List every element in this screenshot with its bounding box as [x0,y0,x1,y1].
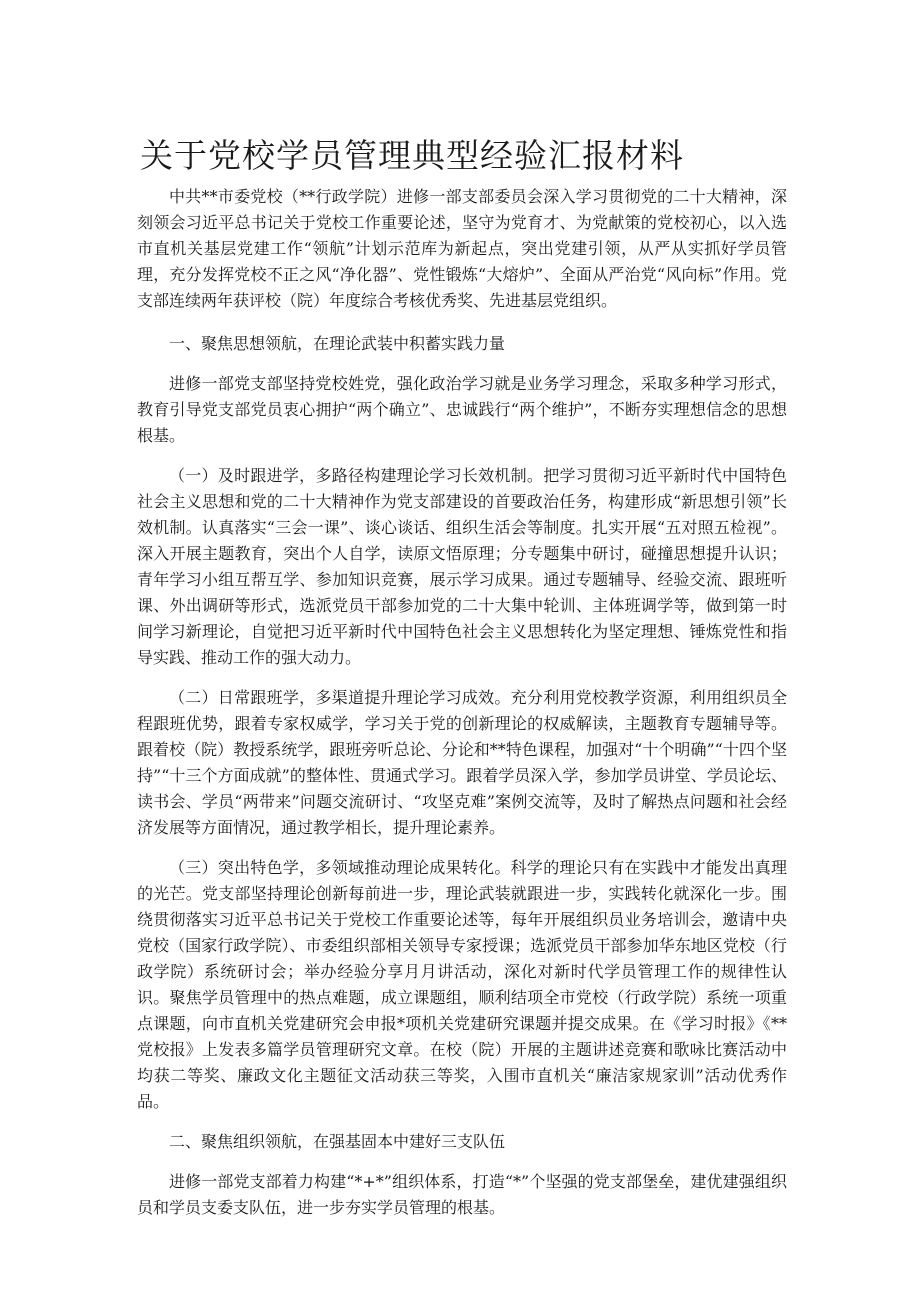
subsection-2-paragraph: （二）日常跟班学，多渠道提升理论学习成效。充分利用党校教学资源，利用组织员全程跟班优势，跟着专家权威学，学习关于党的创新理论的权威解读，主题教育专题辅导等。跟着校（院）教授系统学，跟班旁听总论、分论和**特色课程，加强对“十个明确”“十四个坚持”“十三个方面成就”的整体性、贯通式学习。跟着学员深入学，参加学员讲堂、学员论坛、读书会、学员“两带来”问题交流研讨、“攻坚克难”案例交流等，及时了解热点问题和社会经济发展等方面情况，通过教学相长，提升理论素养。 [137,688,787,837]
section-heading-2: 二、聚焦组织领航，在强基固本中建好三支队伍 [169,1132,506,1151]
subsection-1-paragraph: （一）及时跟进学，多路径构建理论学习长效机制。把学习贯彻习近平新时代中国特色社会主义思想和党的二十大精神作为党支部建设的首要政治任务，构建形成“新思想引领”长效机制。认真落实“三会一课”、谈心谈话、组织生活会等制度。扎实开展“五对照五检视”。深入开展主题教育，突出个人自学，读原文悟原理；分专题集中研讨，碰撞思想提升认识；青年学习小组互帮互学、参加知识竞赛，展示学习成果。通过专题辅导、经验交流、跟班听课、外出调研等形式，选派党员干部参加党的二十大集中轮训、主体班调学等，做到第一时间学习新理论，自觉把习近平新时代中国特色社会主义思想转化为坚定理想、锤炼党性和指导实践、推动工作的强大动力。 [137,466,787,667]
subsection-3-paragraph: （三）突出特色学，多领域推动理论成果转化。科学的理论只有在实践中才能发出真理的光芒。党支部坚持理论创新每前进一步，理论武装就跟进一步，实践转化就深化一步。围绕贯彻落实习近平总书记关于党校工作重要论述等，每年开展组织员业务培训会，邀请中央党校（国家行政学院）、市委组织部相关领导专家授课；选派党员干部参加华东地区党校（行政学院）系统研讨会；举办经验分享月月讲活动，深化对新时代学员管理工作的规律性认识。聚焦学员管理中的热点难题，成立课题组，顺利结项全市党校（行政学院）系统一项重点课题，向市直机关党建研究会申报*项机关党建研究课题并提交成果。在《学习时报》《**党校报》上发表多篇学员管理研究文章。在校（院）开展的主题讲述竞赛和歌咏比赛活动中均获二等奖、廉政文化主题征文活动获三等奖，入围市直机关“廉洁家规家训”活动优秀作品。 [137,858,787,1111]
document-title: 关于党校学员管理典型经验汇报材料 [140,136,684,175]
section-2-intro-paragraph: 进修一部党支部着力构建“*+*”组织体系，打造“*”个坚强的党支部堡垒，建优建强组织员和学员支委支队伍，进一步夯实学员管理的根基。 [137,1172,787,1217]
section-heading-1: 一、聚焦思想领航，在理论武装中积蓄实践力量 [169,334,506,353]
section-1-intro-paragraph: 进修一部党支部坚持党校姓党，强化政治学习就是业务学习理念，采取多种学习形式，教育引导党支部党员衷心拥护“两个确立”、忠诚践行“两个维护”，不断夯实理想信念的思想根基。 [137,374,787,445]
document-body [137,184,787,1221]
intro-paragraph: 中共**市委党校（**行政学院）进修一部支部委员会深入学习贯彻党的二十大精神，深刻领会习近平总书记关于党校工作重要论述，坚守为党育才、为党献策的党校初心，以入选市直机关基层党建工作“领航”计划示范库为新起点，突出党建引领，从严从实抓好学员管理，充分发挥党校不正之风“净化器”、党性锻炼“大熔炉”、全面从严治党“风向标”作用。党支部连续两年获评校（院）年度综合考核优秀奖、先进基层党组织。 [137,187,787,310]
